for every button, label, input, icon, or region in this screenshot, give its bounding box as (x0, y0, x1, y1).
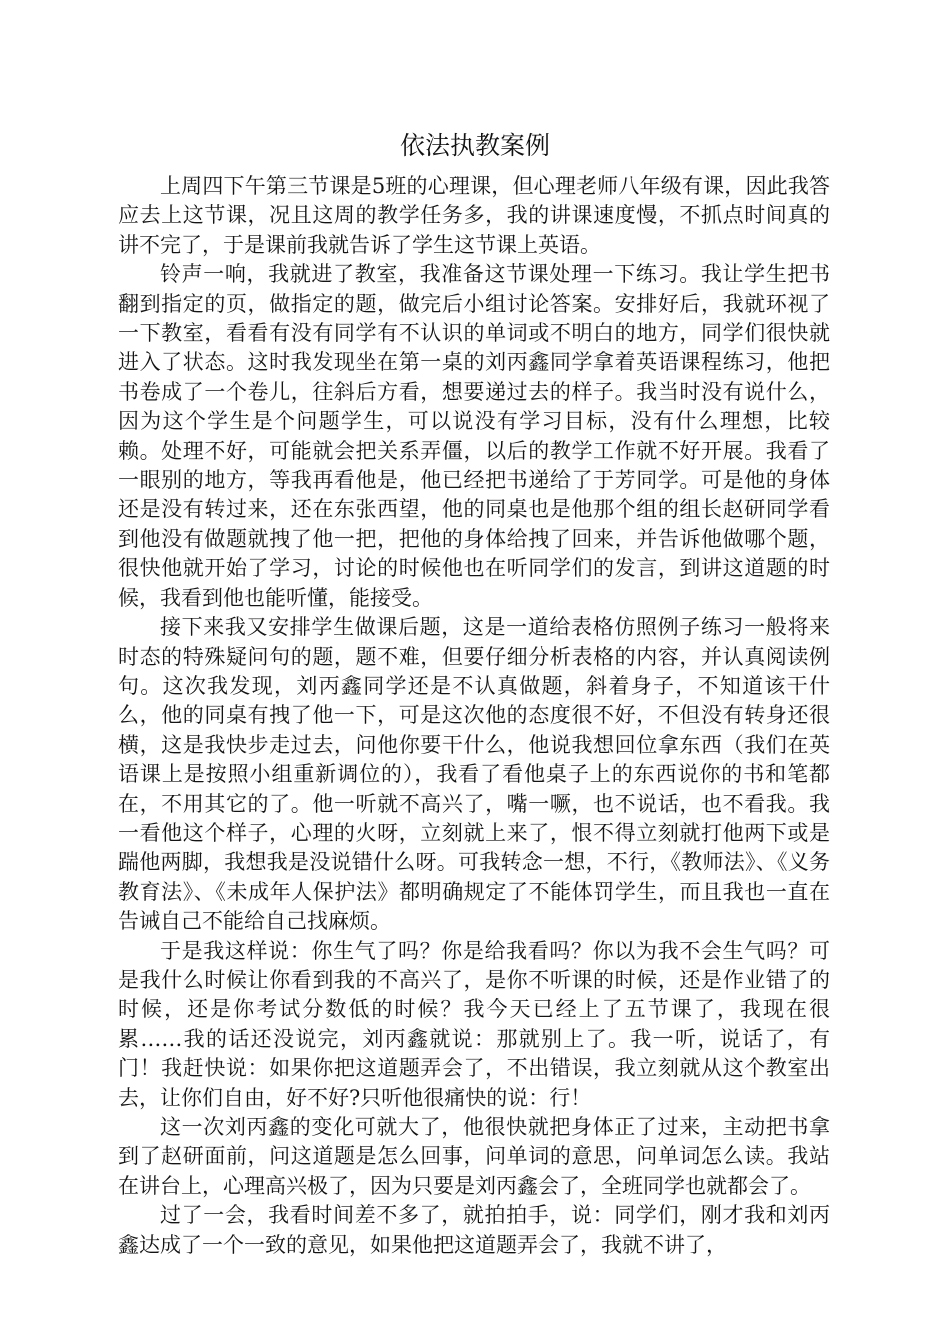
paragraph-1: 上周四下午第三节课是5班的心理课，但心理老师八年级有课，因此我答应去上这节课，况且这周的教学任务多，我的讲课速度慢，不抓点时间真的讲不完了，于是课前我就告诉了学生这节课上英语。 (118, 174, 830, 257)
document-body (118, 172, 830, 1260)
paragraph-6: 过了一会，我看时间差不多了，就拍拍手，说：同学们，刚才我和刘丙鑫达成了一个一致的意见，如果他把这道题弄会了，我就不讲了， (118, 1203, 830, 1257)
paragraph-3: 接下来我又安排学生做课后题，这是一道给表格仿照例子练习一般将来时态的特殊疑问句的题，题不难，但要仔细分析表格的内容，并认真阅读例句。这次我发现，刘丙鑫同学还是不认真做题，斜着身子，不知道该干什么，他的同桌有拽了他一下，可是这次他的态度很不好，不但没有转身还很横，这是我快步走过去，问他你要干什么，他说我想回位拿东西（我们在英语课上是按照小组重新调位的），我看了看他桌子上的东西说你的书和笔都在，不用其它的了。他一听就不高兴了，嘴一噘，也不说话，也不看我。我一看他这个样子，心理的火呀，立刻就上来了，恨不得立刻就打他两下或是踹他两脚，我想我是没说错什么呀。可我转念一想，不行，《教师法》、《义务教育法》、《未成年人保护法》都明确规定了不能体罚学生，而且我也一直在告诫自己不能给自己找麻烦。 (118, 615, 830, 934)
paragraph-5: 这一次刘丙鑫的变化可就大了，他很快就把身体正了过来，主动把书拿到了赵研面前，问这道题是怎么回事，问单词的意思，问单词怎么读。我站在讲台上，心理高兴极了，因为只要是刘丙鑫会了，全班同学也就都会了。 (118, 1115, 830, 1198)
document-title: 依法执教案例 (399, 131, 550, 160)
paragraph-2: 铃声一响，我就进了教室，我准备这节课处理一下练习。我让学生把书翻到指定的页，做指定的题，做完后小组讨论答案。安排好后，我就环视了一下教室，看看有没有同学有不认识的单词或不明白的地方，同学们很快就进入了状态。这时我发现坐在第一桌的刘丙鑫同学拿着英语课程练习，他把书卷成了一个卷儿，往斜后方看，想要递过去的样子。我当时没有说什么，因为这个学生是个问题学生，可以说没有学习目标，没有什么理想，比较赖。处理不好，可能就会把关系弄僵，以后的教学工作就不好开展。我看了一眼别的地方，等我再看他是，他已经把书递给了于芳同学。可是他的身体还是没有转过来，还在东张西望，他的同桌也是他那个组的组长赵研同学看到他没有做题就拽了他一把，把他的身体给拽了回来，并告诉他做哪个题，很快他就开始了学习，讨论的时候他也在听同学们的发言，到讲这道题的时候，我看到他也能听懂，能接受。 (118, 262, 830, 610)
paragraph-4: 于是我这样说：你生气了吗？你是给我看吗？你以为我不会生气吗？可是我什么时候让你看到我的不高兴了，是你不听课的时候，还是作业错了的时候，还是你考试分数低的时候？我今天已经上了五节课了，我现在很累……我的话还没说完，刘丙鑫就说：那就别上了。我一听，说话了，有门！我赶快说：如果你把这道题弄会了，不出错误，我立刻就从这个教室出去，让你们自由，好不好?只听他很痛快的说：行！ (118, 938, 830, 1110)
